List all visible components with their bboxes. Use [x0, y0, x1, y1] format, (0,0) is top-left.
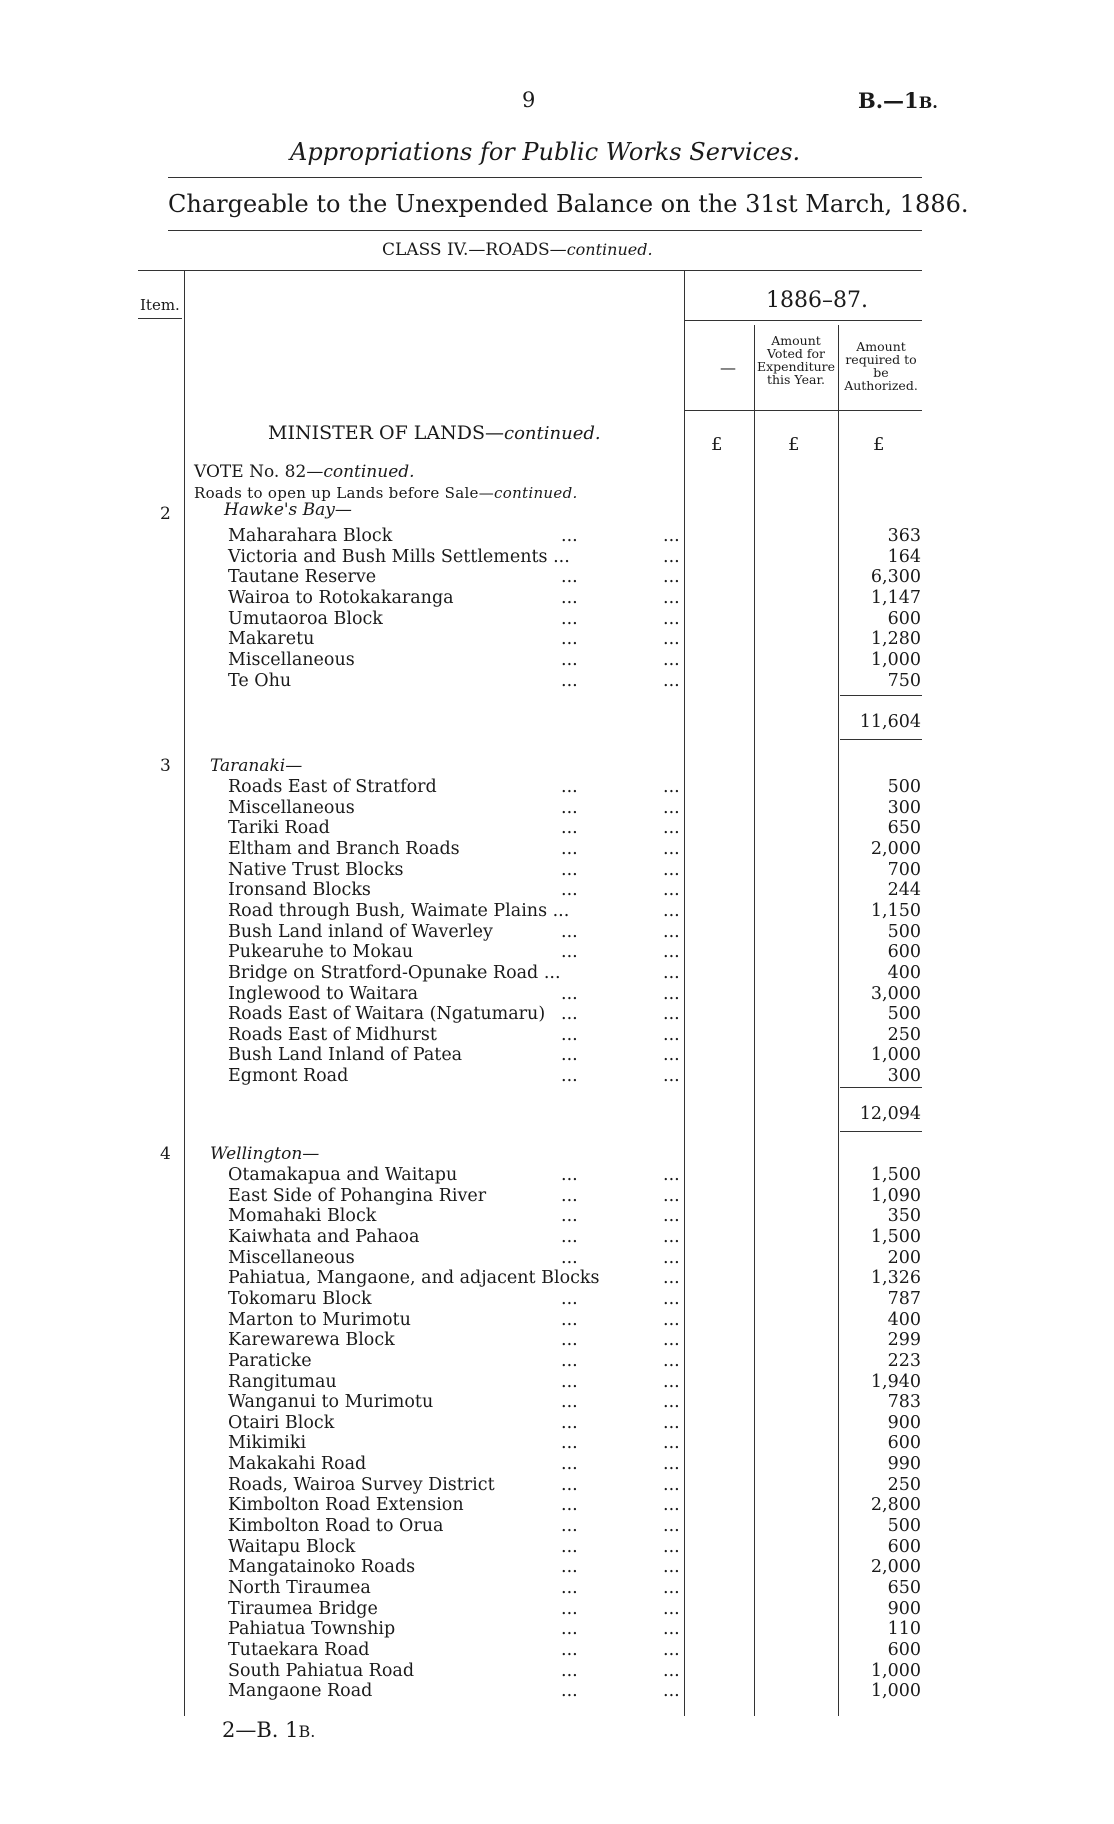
vote-suffix: continued. [323, 462, 415, 482]
table-row [0, 1289, 1114, 1310]
amount-value: 1,326 [870, 1268, 921, 1289]
leader-dots: ... [561, 1474, 578, 1495]
total-rule [840, 1131, 922, 1132]
item-number: 4 [160, 1144, 171, 1164]
amount-value: 600 [887, 942, 921, 963]
minister-prefix: MINISTER OF LANDS— [268, 422, 505, 444]
amount-value: 600 [887, 1433, 921, 1454]
leader-dots: ... [663, 942, 680, 963]
amount-value: 1,090 [870, 1185, 921, 1206]
amount-value: 400 [887, 1309, 921, 1330]
leader-dots: ... [561, 1247, 578, 1268]
table-row [0, 1640, 1114, 1661]
road-name: Bush Land Inland of Patea [228, 1045, 463, 1066]
leader-dots: ... [663, 1165, 680, 1185]
minister-heading [268, 422, 601, 444]
road-name: Miscellaneous [228, 649, 355, 670]
leader-dots: ... [561, 1226, 578, 1247]
leader-dots: ... [663, 1516, 680, 1537]
page-subtitle: Chargeable to the Unexpended Balance on the 31st March, 1886. [168, 190, 969, 218]
leader-dots: ... [663, 962, 680, 983]
leader-dots: ... [561, 1206, 578, 1227]
rule-subtitle [168, 230, 922, 231]
table-row [0, 1330, 1114, 1351]
amount-value: 2,000 [870, 838, 921, 859]
col3-currency: £ [873, 434, 885, 455]
table-row [0, 1248, 1114, 1269]
road-name: Roads, Wairoa Survey District [228, 1474, 495, 1495]
table-row [0, 1578, 1114, 1599]
leader-dots: ... [663, 859, 680, 880]
table-row [0, 1516, 1114, 1537]
leader-dots: ... [561, 1681, 578, 1702]
item-column-header: Item. [140, 296, 180, 314]
table-row [0, 860, 1114, 881]
page-title: Appropriations for Public Works Services. [290, 138, 801, 166]
region-total: 12,094 [859, 1104, 921, 1124]
leader-dots: ... [663, 1309, 680, 1330]
amount-value: 300 [887, 1066, 921, 1087]
leader-dots: ... [561, 859, 578, 880]
footer-reference [222, 1718, 315, 1742]
leader-dots: ... [663, 1412, 680, 1433]
leader-dots: ... [561, 1433, 578, 1454]
amount-value: 500 [887, 921, 921, 942]
amount-value: 400 [887, 962, 921, 983]
road-name: Marton to Murimotu [228, 1309, 411, 1330]
total-rule [840, 739, 922, 740]
doc-ref-prefix: B.—1 [858, 88, 919, 113]
table-row [0, 1186, 1114, 1207]
leader-dots: ... [561, 1066, 578, 1087]
table-row [0, 1599, 1114, 1620]
class-prefix: CLASS IV.—ROADS— [382, 240, 567, 260]
vote-prefix: VOTE No. 82— [194, 462, 324, 482]
footer-ref-suffix: B. [298, 1722, 316, 1741]
table-row [0, 1454, 1114, 1475]
road-name: Rangitumau [228, 1371, 337, 1392]
table-row [0, 1413, 1114, 1434]
table-row [0, 839, 1114, 860]
region-heading: Hawke's Bay— [224, 500, 352, 520]
year-rule [684, 320, 922, 321]
leader-dots: ... [663, 1495, 680, 1516]
leader-dots: ... [663, 1433, 680, 1454]
road-name: Te Ohu [228, 670, 292, 691]
road-name: Wanganui to Murimotu [228, 1392, 434, 1413]
leader-dots: ... [561, 587, 578, 608]
leader-dots: ... [663, 1392, 680, 1413]
road-name: Tutaekara Road [228, 1639, 370, 1660]
amount-value: 700 [887, 859, 921, 880]
rule-table-top [138, 270, 922, 271]
leader-dots: ... [561, 880, 578, 901]
table-row [0, 818, 1114, 839]
vote-heading [194, 462, 415, 482]
amount-value: 1,000 [870, 1045, 921, 1066]
road-name: Pukearuhe to Mokau [228, 942, 414, 963]
amount-value: 300 [887, 797, 921, 818]
amount-value: 2,000 [870, 1557, 921, 1578]
rule-top [168, 177, 922, 178]
amount-value: 600 [887, 1536, 921, 1557]
road-name: Tokomaru Block [228, 1288, 372, 1309]
leader-dots: ... [561, 1330, 578, 1351]
table-row [0, 963, 1114, 984]
table-row [0, 1433, 1114, 1454]
amount-value: 500 [887, 1516, 921, 1537]
leader-dots: ... [663, 1474, 680, 1495]
table-row [0, 526, 1114, 547]
leader-dots: ... [561, 1004, 578, 1025]
leader-dots: ... [663, 921, 680, 942]
leader-dots: ... [663, 1557, 680, 1578]
leader-dots: ... [663, 1454, 680, 1475]
amount-value: 363 [887, 526, 921, 546]
leader-dots: ... [561, 1578, 578, 1598]
road-name: Makakahi Road [228, 1454, 367, 1475]
amount-value: 350 [887, 1206, 921, 1227]
leader-dots: ... [561, 838, 578, 859]
region-heading: Wellington— [210, 1144, 320, 1164]
region-total: 11,604 [859, 712, 921, 732]
table-row [0, 1495, 1114, 1516]
road-name: Kimbolton Road to Orua [228, 1516, 444, 1537]
amount-value: 1,940 [870, 1371, 921, 1392]
amount-value: 299 [887, 1330, 921, 1351]
leader-dots: ... [561, 1371, 578, 1392]
road-name: Miscellaneous [228, 797, 355, 818]
amount-value: 1,147 [870, 587, 921, 608]
leader-dots: ... [663, 1660, 680, 1681]
class-heading [382, 240, 653, 260]
col1-currency: £ [711, 434, 723, 455]
table-row [0, 984, 1114, 1005]
road-name: Umutaoroa Block [228, 608, 383, 629]
amount-value: 3,000 [870, 983, 921, 1004]
amount-value: 244 [887, 880, 921, 901]
document-reference [858, 88, 938, 113]
road-name: Kaiwhata and Pahaoa [228, 1226, 420, 1247]
amount-value: 787 [887, 1288, 921, 1309]
table-row [0, 1206, 1114, 1227]
page-number: 9 [522, 88, 536, 112]
leader-dots: ... [561, 1045, 578, 1066]
leader-dots: ... [561, 1392, 578, 1413]
leader-dots: ... [663, 1598, 680, 1619]
leader-dots: ... [561, 1536, 578, 1557]
amount-value: 1,500 [870, 1165, 921, 1185]
table-row [0, 942, 1114, 963]
amount-value: 2,800 [870, 1495, 921, 1516]
leader-dots: ... [561, 1516, 578, 1537]
leader-dots: ... [561, 608, 578, 629]
subtotal-rule [840, 695, 922, 696]
amount-value: 1,000 [870, 649, 921, 670]
leader-dots: ... [663, 1371, 680, 1392]
minister-suffix: continued. [504, 423, 601, 444]
table-row [0, 650, 1114, 671]
road-name: Otairi Block [228, 1412, 335, 1433]
table-row [0, 588, 1114, 609]
leader-dots: ... [663, 1004, 680, 1025]
road-name: Road through Bush, Waimate Plains ... [228, 900, 570, 921]
leader-dots: ... [663, 1619, 680, 1640]
leader-dots: ... [663, 1330, 680, 1351]
leader-dots: ... [663, 900, 680, 921]
leader-dots: ... [561, 1165, 578, 1185]
roads-suffix: continued. [494, 484, 578, 502]
leader-dots: ... [561, 1660, 578, 1681]
road-name: Makaretu [228, 629, 315, 650]
table-row [0, 1661, 1114, 1682]
leader-dots: ... [663, 567, 680, 588]
road-name: Maharahara Block [228, 526, 393, 546]
column-header-rule [684, 410, 922, 411]
road-name: Miscellaneous [228, 1247, 355, 1268]
leader-dots: ... [561, 526, 578, 546]
amount-value: 1,000 [870, 1660, 921, 1681]
amount-value: 600 [887, 1639, 921, 1660]
subtotal-rule [840, 1087, 922, 1088]
table-row [0, 1045, 1114, 1066]
table-row [0, 629, 1114, 650]
leader-dots: ... [663, 838, 680, 859]
table-row [0, 922, 1114, 943]
road-name: Tariki Road [228, 818, 330, 839]
amount-value: 900 [887, 1412, 921, 1433]
table-row [0, 1557, 1114, 1578]
table-row [0, 1351, 1114, 1372]
road-name: Roads East of Stratford [228, 777, 437, 797]
road-name: Bush Land inland of Waverley [228, 921, 493, 942]
leader-dots: ... [561, 1288, 578, 1309]
leader-dots: ... [663, 1066, 680, 1087]
road-name: Waitapu Block [228, 1536, 356, 1557]
road-name: Egmont Road [228, 1066, 349, 1087]
road-name: Roads East of Waitara (Ngatumaru) [228, 1004, 546, 1025]
leader-dots: ... [663, 1206, 680, 1227]
leader-dots: ... [561, 942, 578, 963]
leader-dots: ... [561, 1598, 578, 1619]
road-name: Otamakapua and Waitapu [228, 1165, 458, 1185]
leader-dots: ... [663, 1681, 680, 1702]
amount-value: 1,500 [870, 1226, 921, 1247]
road-name: Tautane Reserve [228, 567, 377, 588]
leader-dots: ... [663, 1578, 680, 1598]
leader-dots: ... [561, 649, 578, 670]
region-heading: Taranaki— [210, 756, 303, 776]
road-name: Eltham and Branch Roads [228, 838, 460, 859]
road-name: Ironsand Blocks [228, 880, 371, 901]
leader-dots: ... [663, 1268, 680, 1289]
amount-value: 600 [887, 608, 921, 629]
leader-dots: ... [561, 1185, 578, 1206]
amount-value: 900 [887, 1598, 921, 1619]
road-name: North Tiraumea [228, 1578, 371, 1598]
road-name: Victoria and Bush Mills Settlements ... [228, 546, 570, 567]
item-number: 2 [160, 504, 171, 524]
leader-dots: ... [663, 777, 680, 797]
leader-dots: ... [663, 983, 680, 1004]
amount-value: 783 [887, 1392, 921, 1413]
amount-value: 1,000 [870, 1681, 921, 1702]
road-name: Kimbolton Road Extension [228, 1495, 464, 1516]
leader-dots: ... [561, 1024, 578, 1045]
table-row [0, 567, 1114, 588]
leader-dots: ... [561, 1619, 578, 1640]
item-number: 3 [160, 756, 171, 776]
table-row [0, 1681, 1114, 1702]
table-row [0, 1392, 1114, 1413]
leader-dots: ... [561, 777, 578, 797]
amount-value: 223 [887, 1350, 921, 1371]
leader-dots: ... [663, 1185, 680, 1206]
leader-dots: ... [561, 983, 578, 1004]
road-name: Pahiatua Township [228, 1619, 396, 1640]
leader-dots: ... [663, 1639, 680, 1660]
col3-header: Amount required to be Authorized. [844, 339, 918, 393]
col1-header: — [720, 358, 736, 377]
table-row [0, 1537, 1114, 1558]
leader-dots: ... [561, 567, 578, 588]
table-row [0, 1475, 1114, 1496]
item-header-rule [138, 318, 182, 319]
leader-dots: ... [663, 1536, 680, 1557]
table-row [0, 547, 1114, 568]
amount-value: 650 [887, 1578, 921, 1598]
table-row [0, 901, 1114, 922]
leader-dots: ... [663, 880, 680, 901]
doc-ref-suffix: B. [918, 93, 938, 112]
amount-value: 500 [887, 1004, 921, 1025]
leader-dots: ... [561, 670, 578, 691]
leader-dots: ... [561, 1412, 578, 1433]
table-row [0, 671, 1114, 692]
amount-value: 250 [887, 1474, 921, 1495]
amount-value: 650 [887, 818, 921, 839]
leader-dots: ... [663, 1247, 680, 1268]
leader-dots: ... [663, 608, 680, 629]
road-name: Paraticke [228, 1350, 312, 1371]
leader-dots: ... [561, 1350, 578, 1371]
table-row [0, 1268, 1114, 1289]
table-row [0, 1165, 1114, 1186]
table-row [0, 880, 1114, 901]
amount-value: 1,280 [870, 629, 921, 650]
leader-dots: ... [663, 1350, 680, 1371]
roads-prefix: Roads to open up Lands before Sale— [194, 484, 495, 502]
table-row [0, 1310, 1114, 1331]
leader-dots: ... [561, 797, 578, 818]
amount-value: 110 [887, 1619, 921, 1640]
leader-dots: ... [663, 1024, 680, 1045]
table-row [0, 777, 1114, 798]
table-row [0, 1227, 1114, 1248]
leader-dots: ... [561, 921, 578, 942]
table-row [0, 798, 1114, 819]
leader-dots: ... [663, 649, 680, 670]
leader-dots: ... [561, 1454, 578, 1475]
leader-dots: ... [663, 546, 680, 567]
leader-dots: ... [663, 587, 680, 608]
leader-dots: ... [561, 818, 578, 839]
road-name: Bridge on Stratford-Opunake Road ... [228, 962, 561, 983]
leader-dots: ... [663, 670, 680, 691]
amount-value: 750 [887, 670, 921, 691]
table-row [0, 1004, 1114, 1025]
road-name: Inglewood to Waitara [228, 983, 419, 1004]
road-name: Pahiatua, Mangaone, and adjacent Blocks [228, 1268, 600, 1289]
road-name: Mikimiki [228, 1433, 307, 1454]
road-name: Tiraumea Bridge [228, 1598, 378, 1619]
road-name: Mangaone Road [228, 1681, 373, 1702]
col2-header: Amount Voted for Expenditure this Year. [756, 333, 836, 387]
leader-dots: ... [663, 629, 680, 650]
leader-dots: ... [561, 1309, 578, 1330]
amount-value: 6,300 [870, 567, 921, 588]
col2-currency: £ [788, 434, 800, 455]
table-row [0, 609, 1114, 630]
road-name: Roads East of Midhurst [228, 1024, 437, 1045]
amount-value: 250 [887, 1024, 921, 1045]
table-row [0, 1372, 1114, 1393]
road-name: Mangatainoko Roads [228, 1557, 416, 1578]
footer-ref-prefix: 2—B. 1 [222, 1718, 299, 1742]
class-suffix: continued. [566, 240, 653, 259]
leader-dots: ... [561, 1639, 578, 1660]
leader-dots: ... [663, 526, 680, 546]
leader-dots: ... [561, 629, 578, 650]
leader-dots: ... [663, 1045, 680, 1066]
leader-dots: ... [561, 1495, 578, 1516]
table-row [0, 1025, 1114, 1046]
amount-value: 164 [887, 546, 921, 567]
leader-dots: ... [663, 1288, 680, 1309]
amount-value: 500 [887, 777, 921, 797]
leader-dots: ... [663, 797, 680, 818]
year-header: 1886–87. [766, 288, 868, 313]
leader-dots: ... [663, 818, 680, 839]
leader-dots: ... [561, 1557, 578, 1578]
road-name: East Side of Pohangina River [228, 1185, 487, 1206]
road-name: Wairoa to Rotokakaranga [228, 587, 454, 608]
road-name: Momahaki Block [228, 1206, 377, 1227]
table-row [0, 1619, 1114, 1640]
road-name: South Pahiatua Road [228, 1660, 415, 1681]
amount-value: 1,150 [870, 900, 921, 921]
leader-dots: ... [663, 1226, 680, 1247]
table-row [0, 1066, 1114, 1087]
road-name: Karewarewa Block [228, 1330, 395, 1351]
amount-value: 990 [887, 1454, 921, 1475]
road-name: Native Trust Blocks [228, 859, 404, 880]
amount-value: 200 [887, 1247, 921, 1268]
